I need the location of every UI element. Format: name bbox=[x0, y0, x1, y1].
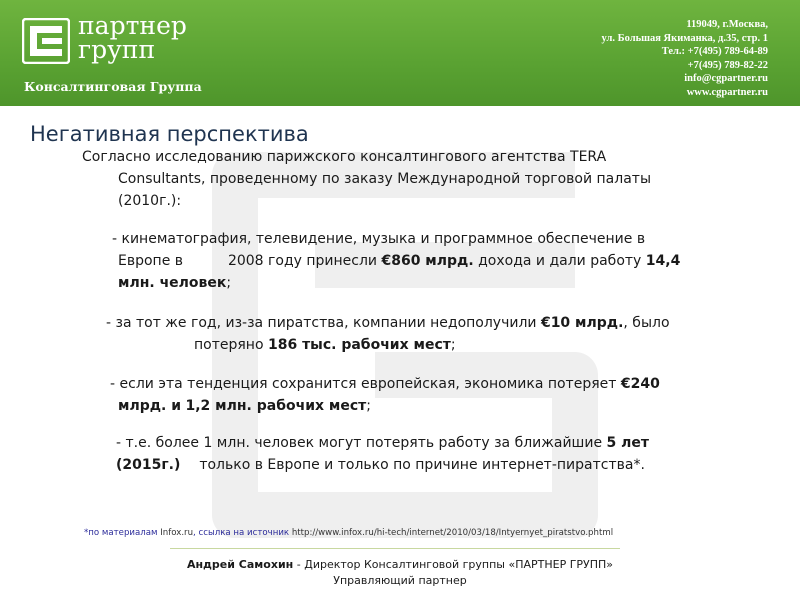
author-name: Андрей Самохин bbox=[186, 558, 294, 571]
bullet-cinema-line-3 bbox=[112, 272, 680, 294]
phone-1: Тел.: +7(495) 789-64-89 bbox=[661, 46, 768, 57]
intro-line-2: Consultants, проведенному по заказу Международной торговой палаты bbox=[118, 171, 651, 187]
text-span: 2008 году принесли bbox=[227, 253, 378, 269]
intro-paragraph bbox=[82, 146, 651, 212]
value-186-jobs: 186 тыс. рабочих мест bbox=[267, 337, 451, 353]
footer-line-2: Управляющий партнер bbox=[333, 574, 467, 587]
text-span: - если эта тенденция сохранится европейская, экономика потеряет bbox=[110, 376, 617, 392]
footer-line-1 bbox=[170, 557, 630, 573]
value-5-years: 5 лет bbox=[606, 435, 650, 451]
bullet-piracy-line-2 bbox=[106, 334, 670, 356]
bullet-trend bbox=[110, 373, 660, 417]
footnote-prefix: *по материалам bbox=[84, 528, 158, 538]
bullet-cinema-line-2 bbox=[112, 250, 680, 272]
text-span: , было bbox=[623, 315, 670, 331]
brand-line-1: партнер bbox=[78, 11, 187, 40]
value-10-bln: €10 млрд. bbox=[540, 315, 624, 331]
footer-signature bbox=[170, 557, 630, 589]
bullet-piracy-loss bbox=[106, 312, 670, 356]
text-span: Европе в bbox=[118, 253, 184, 269]
brand-line-2: групп bbox=[78, 35, 156, 64]
tagline: Консалтинговая Группа bbox=[24, 79, 202, 94]
text-span: дохода и дали работу bbox=[478, 253, 642, 269]
text-span: - за тот же год, из-за пиратства, компании недополучили bbox=[106, 315, 537, 331]
bullet-trend-line-2 bbox=[110, 395, 660, 417]
brand-name bbox=[78, 11, 187, 64]
bullet-forecast-line-2 bbox=[116, 454, 649, 476]
author-role: - Директор Консалтинговой группы «ПАРТНЕР ГРУПП» bbox=[296, 558, 614, 571]
text-span: только в Европе и только по причине интернет-пиратства*. bbox=[199, 457, 645, 473]
address-line-2: ул. Большая Якиманка, д.35, стр. 1 bbox=[601, 32, 768, 44]
bullet-forecast-line-1 bbox=[116, 432, 649, 454]
page-title: Негативная перспектива bbox=[30, 122, 309, 146]
footnote-source: Infox.ru bbox=[160, 528, 194, 538]
value-14-4: 14,4 bbox=[645, 253, 681, 269]
bullet-cinema-line-1: - кинематография, телевидение, музыка и программное обеспечение в bbox=[112, 231, 646, 247]
text-span: - т.е. более 1 млн. человек могут потерять работу за ближайшие bbox=[116, 435, 603, 451]
header-banner bbox=[0, 0, 800, 106]
value-bln-and: млрд. и bbox=[118, 398, 182, 414]
value-860: €860 млрд. bbox=[381, 253, 474, 269]
text-span: ; bbox=[366, 398, 371, 414]
bullet-piracy-line-1 bbox=[106, 312, 670, 334]
value-1-2-jobs: 1,2 млн. рабочих мест bbox=[185, 398, 367, 414]
intro-line-1: Согласно исследованию парижского консалтингового агентства TERA bbox=[82, 149, 607, 165]
company-logo-icon bbox=[22, 18, 70, 64]
footnote bbox=[84, 528, 613, 538]
bullet-trend-line-1 bbox=[110, 373, 660, 395]
bullet-cinema bbox=[112, 228, 680, 294]
footnote-middle: , ссылка на источник bbox=[193, 528, 290, 538]
text-span: ; bbox=[226, 275, 232, 291]
value-240: €240 bbox=[620, 376, 660, 392]
intro-line-3: (2010г.): bbox=[118, 193, 182, 209]
email: info@cgpartner.ru bbox=[684, 73, 768, 84]
text-span: ; bbox=[450, 337, 456, 353]
website: www.cgpartner.ru bbox=[686, 86, 768, 98]
contact-block bbox=[602, 18, 768, 99]
value-2015: (2015г.) bbox=[116, 457, 181, 473]
bullet-forecast bbox=[116, 432, 649, 476]
address-line-1: 119049, г.Москва, bbox=[686, 19, 768, 30]
text-span: потеряно bbox=[194, 337, 264, 353]
footnote-url-link[interactable]: http://www.infox.ru/hi-tech/internet/2010/03/18/Intyernyet_piratstvo.phtml bbox=[291, 528, 614, 538]
footer-divider bbox=[170, 548, 620, 549]
value-million-people: млн. человек bbox=[118, 275, 227, 291]
phone-2: +7(495) 789-82-22 bbox=[687, 59, 768, 71]
